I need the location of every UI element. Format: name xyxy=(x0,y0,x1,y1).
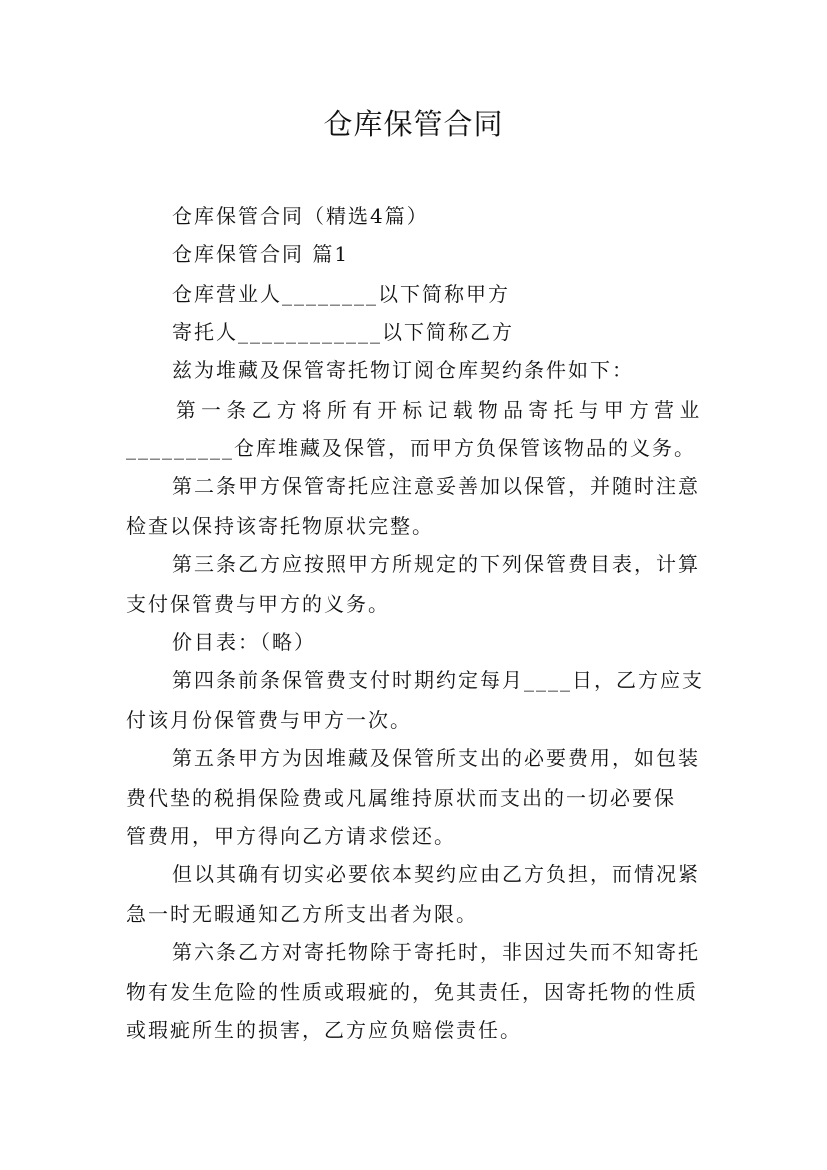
section-heading: 仓库保管合同 篇1 xyxy=(172,242,350,266)
article-1-line-1: 第一条乙方将所有开标记载物品寄托与甲方营业 xyxy=(176,398,705,422)
preamble-line: 兹为堆藏及保管寄托物订阅仓库契约条件如下： xyxy=(172,358,634,382)
article-6-line-3: 或瑕疵所生的损害，乙方应负赔偿责任。 xyxy=(126,1018,522,1042)
article-6-line-2: 物有发生危险的性质或瑕疵的，免其责任，因寄托物的性质 xyxy=(126,980,698,1004)
article-4-line-1: 第四条前条保管费支付时期约定每月____日，乙方应支 xyxy=(172,668,704,692)
document-title: 仓库保管合同 xyxy=(323,107,504,141)
party-b-line: 寄托人____________以下简称乙方 xyxy=(172,320,514,344)
article-5-line-1: 第五条甲方为因堆藏及保管所支出的必要费用，如包装 xyxy=(172,746,700,770)
article-4-line-2: 付该月份保管费与甲方一次。 xyxy=(126,708,412,732)
article-3-line-1: 第三条乙方应按照甲方所规定的下列保管费目表，计算 xyxy=(172,552,700,576)
party-a-line: 仓库营业人________以下简称甲方 xyxy=(172,282,510,306)
article-3-line-2: 支付保管费与甲方的义务。 xyxy=(126,592,390,616)
price-list-line: 价目表：（略） xyxy=(172,630,316,654)
subtitle-line: 仓库保管合同（精选4篇） xyxy=(172,204,429,228)
article-5-line-3: 管费用，甲方得向乙方请求偿还。 xyxy=(126,824,456,848)
article-6-line-1: 第六条乙方对寄托物除于寄托时，非因过失而不知寄托 xyxy=(172,940,700,964)
article-2-line-2: 检查以保持该寄托物原状完整。 xyxy=(126,514,434,538)
article-1-line-2: _________仓库堆藏及保管，而甲方负保管该物品的义务。 xyxy=(126,436,696,460)
proviso-line-2: 急一时无暇通知乙方所支出者为限。 xyxy=(126,902,478,926)
article-5-line-2: 费代垫的税捐保险费或凡属维持原状而支出的一切必要保 xyxy=(126,786,676,810)
article-2-line-1: 第二条甲方保管寄托应注意妥善加以保管，并随时注意 xyxy=(172,474,700,498)
proviso-line-1: 但以其确有切实必要依本契约应由乙方负担，而情况紧 xyxy=(172,862,700,886)
